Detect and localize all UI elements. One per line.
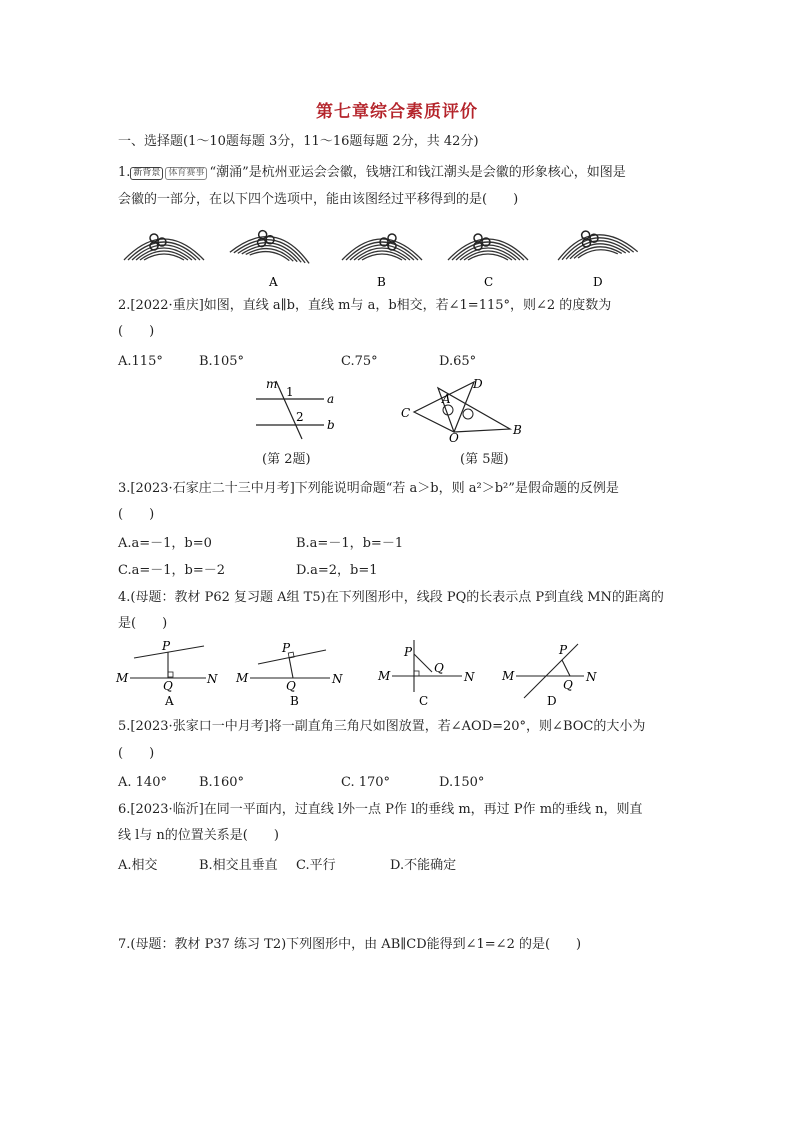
label-n: N: [207, 672, 218, 686]
label-m: M: [378, 669, 391, 683]
label-p: P: [404, 645, 413, 659]
option-d-emblem: [555, 226, 637, 260]
point-c-label: C: [401, 406, 411, 420]
label-m: M: [502, 669, 515, 683]
q4-figure-d: [501, 643, 597, 708]
angle-2-label: 2: [296, 410, 304, 424]
q5-option-b: B.160°: [199, 775, 244, 790]
point-b-label: B: [513, 423, 522, 437]
option-a-label: A: [165, 694, 174, 708]
question-2: 2.[2022·重庆]如图，直线 a∥b，直线 m与 a，b相交，若∠1=115°，则∠2 的度数为: [118, 298, 612, 313]
question-4-line2: 是( ): [118, 616, 168, 631]
q6-option-c: C.平行: [296, 858, 336, 873]
figure-2: [250, 375, 350, 441]
figure-2-caption: (第 2题): [262, 452, 311, 467]
label-p: P: [162, 639, 171, 653]
figure-5: [398, 374, 528, 444]
label-q: Q: [434, 661, 444, 675]
label-a: a: [327, 392, 335, 406]
question-text: “潮涌”是杭州亚运会会徽，钱塘江和钱江潮头是会徽的形象核心，如图是: [209, 165, 626, 180]
q5-option-c: C. 170°: [341, 775, 391, 790]
point-a-label: A: [442, 392, 451, 406]
q2-option-d: D.65°: [439, 354, 477, 369]
q2-option-b: B.105°: [199, 354, 244, 369]
q5-option-a: A. 140°: [118, 775, 167, 790]
question-7: 7.(母题：教材 P37 练习 T2)下列图形中，由 AB∥CD能得到∠1=∠2 的是( ): [118, 937, 582, 952]
label-q: Q: [563, 678, 573, 692]
question-5-line2: ( ): [118, 746, 155, 761]
page-title: 第七章综合素质评价: [316, 102, 478, 122]
new-background-badge: 新背景: [130, 167, 163, 180]
original-emblem: [124, 234, 204, 260]
point-d-label: D: [473, 377, 483, 391]
label-n: N: [464, 670, 475, 684]
angle-1-label: 1: [286, 385, 294, 399]
label-m: m: [266, 377, 278, 391]
q5-option-d: D.150°: [439, 775, 485, 790]
label-m: M: [116, 671, 129, 685]
q6-option-a: A.相交: [118, 858, 158, 873]
option-b-emblem: [342, 234, 422, 260]
q6-option-b: B.相交且垂直: [199, 858, 278, 873]
q3-option-c: C.a=－1，b=－2: [118, 563, 226, 578]
q4-figure-a: [115, 639, 218, 708]
label-n: N: [586, 670, 597, 684]
question-5: 5.[2023·张家口一中月考]将一副直角三角尺如图放置，若∠AOD=20°，则∠BOC的大小为: [118, 719, 646, 734]
question-4: 4.(母题：教材 P62 复习题 A组 T5)在下列图形中，线段 PQ的长表示点 P到直线 MN的距离的: [118, 590, 664, 605]
option-b-label: B: [290, 694, 299, 708]
q3-option-d: D.a=2，b=1: [296, 563, 378, 578]
section-heading: 一、选择题(1～10题每题 3分，11～16题每题 2分，共 42分): [118, 134, 479, 149]
question-number: 1.: [118, 165, 131, 180]
q2-option-c: C.75°: [341, 354, 378, 369]
q1-figure-row: [110, 212, 670, 292]
q3-option-b: B.a=－1，b=－1: [296, 536, 404, 551]
question-1-line2: 会徽的一部分，在以下四个选项中，能由该图经过平移得到的是( ): [118, 192, 519, 207]
question-6-line2: 线 l与 n的位置关系是( ): [118, 828, 279, 843]
question-2-line2: ( ): [118, 324, 155, 339]
q3-option-a: A.a=－1，b=0: [118, 536, 212, 551]
option-b-label: B: [377, 275, 386, 289]
label-p: P: [282, 641, 291, 655]
label-p: P: [559, 643, 568, 657]
option-c-label: C: [484, 275, 494, 289]
q4-figure-b: [235, 641, 343, 708]
q4-figure-row: [112, 636, 612, 710]
triangle-hole-2: [463, 409, 473, 419]
label-n: N: [332, 672, 343, 686]
option-d-label: D: [593, 275, 603, 289]
figure-5-caption: (第 5题): [460, 452, 509, 467]
option-d-label: D: [547, 694, 557, 708]
q2-option-a: A.115°: [118, 354, 163, 369]
option-a-emblem: [230, 227, 313, 264]
sports-event-badge: 体育赛事: [165, 167, 207, 180]
label-q: Q: [163, 679, 173, 693]
label-b: b: [327, 418, 335, 432]
option-c-label: C: [419, 694, 429, 708]
question-6: 6.[2023·临沂]在同一平面内，过直线 l外一点 P作 l的垂线 m，再过 P作 m的垂线 n，则直: [118, 802, 643, 817]
question-3-line2: ( ): [118, 507, 155, 522]
triangle-hole-1: [443, 405, 453, 415]
option-c-emblem: [448, 234, 528, 260]
q4-figure-c: [377, 640, 475, 708]
label-m: M: [236, 671, 249, 685]
question-3: 3.[2023·石家庄二十三中月考]下列能说明命题“若 a＞b，则 a²＞b²”是假命题的反例是: [118, 481, 619, 496]
point-o-label: O: [449, 431, 459, 444]
q6-option-d: D.不能确定: [390, 858, 457, 873]
option-a-label: A: [269, 275, 278, 289]
question-1: [118, 164, 626, 182]
label-q: Q: [286, 679, 296, 693]
